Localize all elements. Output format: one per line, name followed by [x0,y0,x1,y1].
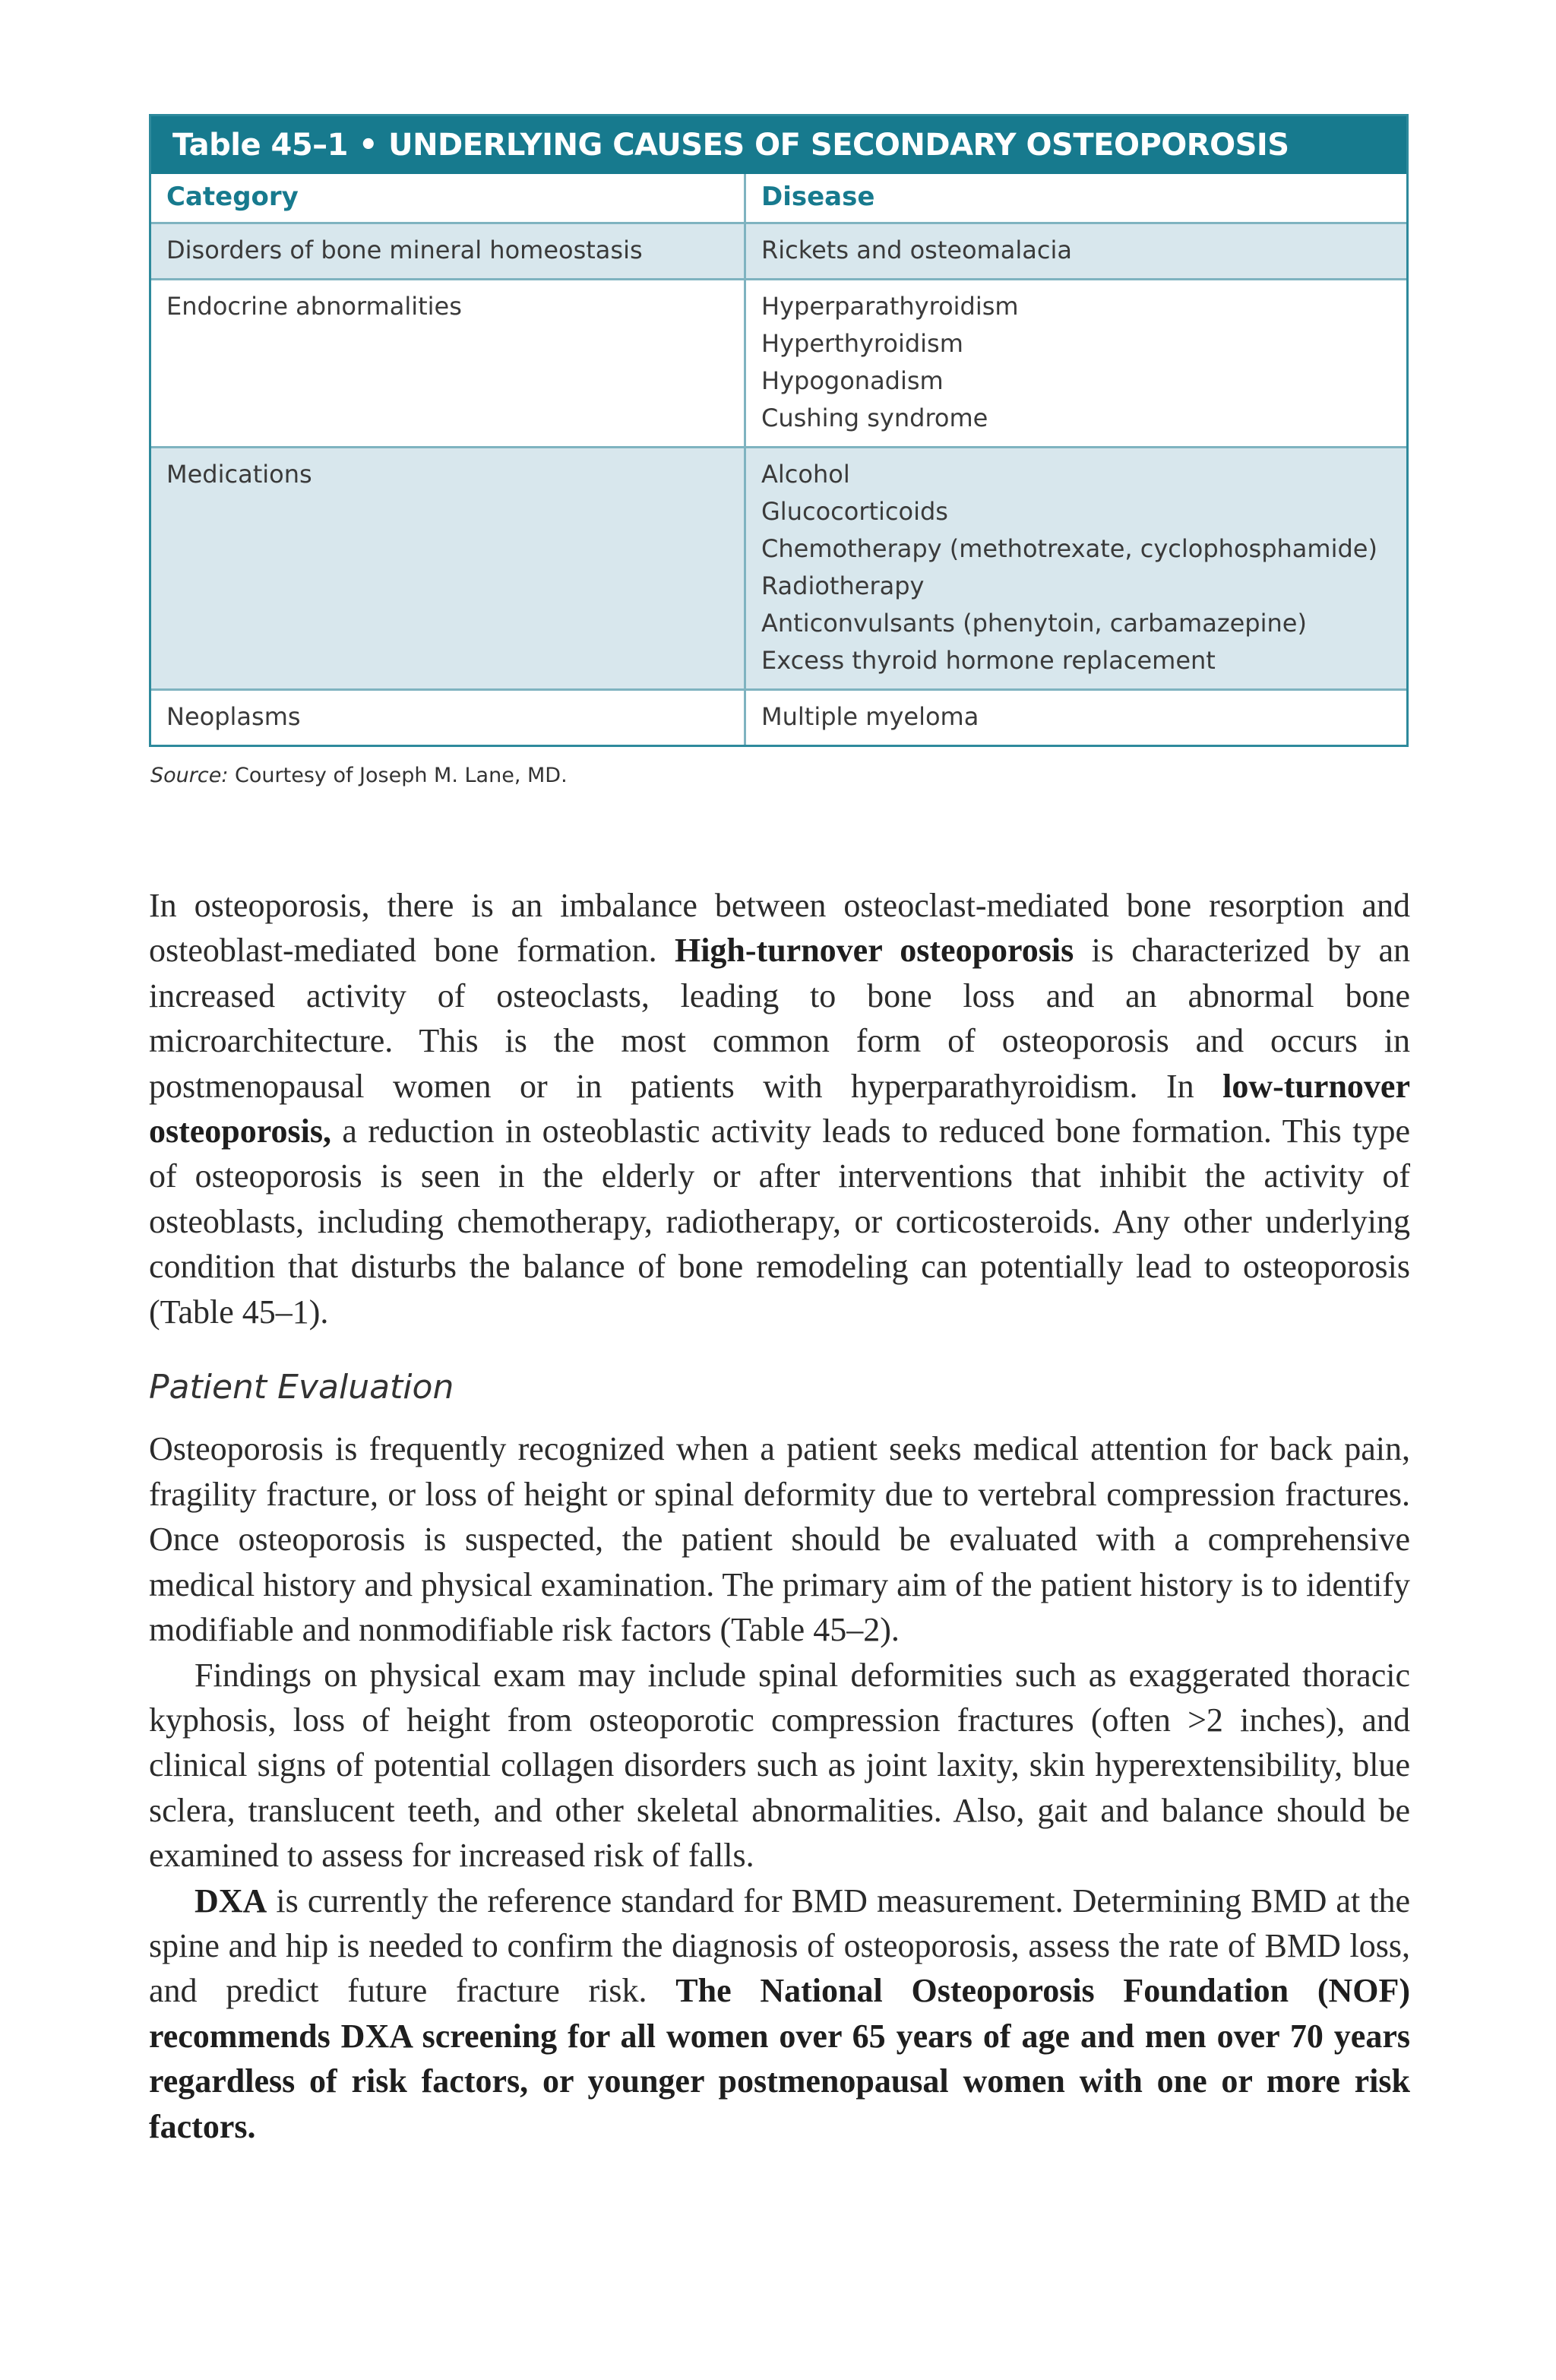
nof-recommendation: The National Osteoporosis Foundation (NOF) recommends DXA screening for all women over 65 years of age and men over 70 years regardless of risk factors, or younger postmenopausal women with one or more risk factors. [149,1972,1410,2145]
table-row [151,223,1406,280]
disease-item: Rickets and osteomalacia [761,236,1072,264]
table-row [151,690,1406,745]
disease-item: Cushing syndrome [761,404,988,432]
disease-item: Anticonvulsants (phenytoin, carbamazepine) [761,609,1307,638]
disease-item: Excess thyroid hormone replacement [761,646,1216,675]
row-diseases [745,280,1407,448]
table-title-text: UNDERLYING CAUSES OF SECONDARY OSTEOPOROSIS [388,128,1289,163]
row-diseases [745,223,1407,280]
term-low-turnover: low-turnover osteoporosis, [149,1067,1410,1150]
row-diseases [745,448,1407,690]
body-text [149,883,1410,2149]
row-category: Medications [151,448,745,690]
table-source [150,764,1410,787]
table-title-bullet: • [359,128,378,163]
para1-text-3: a reduction in osteoblastic activity leads to reduced bone formation. This type of osteoporosis is seen in the elderly or after interventions that inhibit the activity of osteoblasts, including chemotherapy, radiotherapy, or corticosteroids. Any other underlying condition that disturbs the balance of bone remodeling can potentially lead to osteoporosis (Table 45–1). [149,1112,1410,1331]
source-label: Source: [150,764,229,787]
header-category: Category [151,174,745,223]
disease-item: Alcohol [761,460,850,489]
paragraph-osteoporosis-intro [149,883,1410,1334]
source-text: Courtesy of Joseph M. Lane, MD. [235,764,568,787]
para4-text-1: is currently the reference standard for BMD measurement. Determining BMD at the spine and hip is needed to confirm the diagnosis of osteoporosis, assess the rate of BMD loss, and predict future fracture risk. [149,1882,1410,2010]
header-disease: Disease [745,174,1407,223]
para1-text-1: In osteoporosis, there is an imbalance between osteoclast-mediated bone resorption and osteoblast-mediated bone formation. [149,887,1410,970]
row-category: Neoplasms [151,690,745,745]
table-title [151,116,1406,174]
table-title-number: Table 45–1 [172,128,349,163]
para1-text-2: is characterized by an increased activity of osteoclasts, leading to bone loss and an abnormal bone microarchitecture. This is the most common form of osteoporosis and occurs in postmenopausal women or in patients with hyperparathyroidism. In [149,932,1410,1105]
table-header-row [151,174,1406,223]
disease-item: Hypogonadism [761,366,944,395]
table-row [151,280,1406,448]
row-category: Endocrine abnormalities [151,280,745,448]
term-high-turnover: High-turnover osteoporosis [674,932,1074,970]
causes-table [149,114,1409,747]
paragraph-dxa [149,1878,1410,2149]
disease-item: Hyperthyroidism [761,329,963,358]
disease-item: Radiotherapy [761,571,925,600]
disease-item: Chemotherapy (methotrexate, cyclophosphamide) [761,534,1377,563]
causes-table-grid [151,174,1406,745]
paragraph-physical-exam: Findings on physical exam may include spinal deformities such as exaggerated thoracic kyphosis, loss of height from osteoporotic compression fractures (often >2 inches), and clinical signs of potential collagen disorders such as joint laxity, skin hyperextensibility, blue sclera, translucent teeth, and other skeletal abnormalities. Also, gait and balance should be examined to assess for increased risk of falls. [149,1656,1410,1875]
table-row [151,448,1406,690]
term-dxa: DXA [194,1882,267,1920]
row-category: Disorders of bone mineral homeostasis [151,223,745,280]
row-diseases [745,690,1407,745]
section-heading: Patient Evaluation [149,1368,454,1407]
paragraph-recognition: Osteoporosis is frequently recognized when a patient seeks medical attention for back pain, fragility fracture, or loss of height or spinal deformity due to vertebral compression fractures. Once osteoporosis is suspected, the patient should be evaluated with a comprehensive medical history and physical examination. The primary aim of the patient history is to identify modifiable and nonmodifiable risk factors (Table 45–2). [149,1430,1410,1649]
disease-item: Glucocorticoids [761,497,948,526]
disease-item: Hyperparathyroidism [761,292,1019,321]
disease-item: Multiple myeloma [761,702,979,731]
page [149,114,1410,2149]
